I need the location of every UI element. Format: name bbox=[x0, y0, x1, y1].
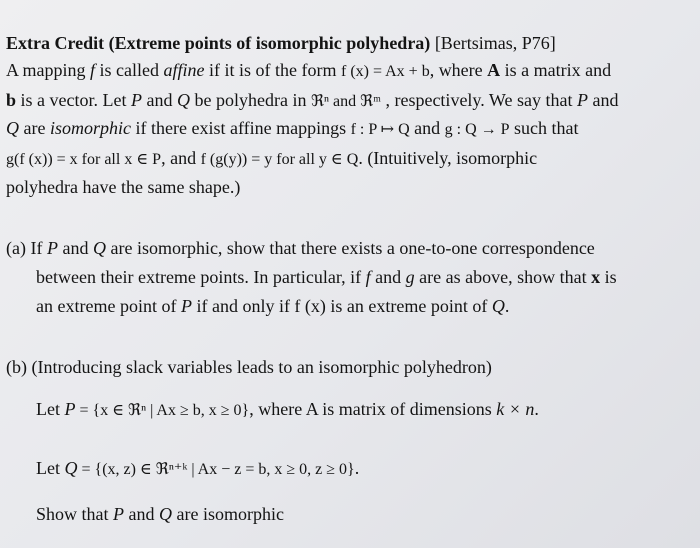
intro-line-2 bbox=[6, 88, 618, 114]
text: is bbox=[600, 267, 617, 287]
text: for all bbox=[77, 151, 125, 168]
text: an extreme point of bbox=[36, 296, 181, 316]
text: A mapping bbox=[6, 60, 90, 80]
title-bold: Extra Credit (Extreme points of isomorphic polyhedra) bbox=[6, 33, 431, 53]
math-P: P bbox=[64, 399, 76, 419]
math-f-mapping: f : P ↦ Q bbox=[350, 121, 410, 138]
part-b-heading: (b) (Introducing slack variables leads to an isomorphic polyhedron) bbox=[6, 357, 492, 377]
text: and bbox=[370, 267, 406, 287]
text: are isomorphic, show that there exists a one-to-one correspondence bbox=[105, 238, 595, 258]
math-P: P bbox=[180, 296, 192, 316]
math-P: P bbox=[576, 90, 588, 110]
text: Let bbox=[36, 399, 65, 419]
math-Q: Q bbox=[491, 296, 505, 316]
text: is a vector. Let bbox=[16, 90, 131, 110]
text: , where A is matrix of dimensions bbox=[249, 399, 497, 419]
text: and bbox=[587, 90, 619, 110]
math-dimensions: k × n bbox=[496, 399, 535, 419]
text: and bbox=[124, 504, 160, 524]
math-x: x bbox=[591, 267, 601, 287]
text: between their extreme points. In particular, if bbox=[36, 267, 366, 287]
title-reference: [Bertsimas, P76] bbox=[430, 33, 556, 53]
text: are as above, show that bbox=[414, 267, 592, 287]
text: Show that bbox=[36, 504, 114, 524]
text: . bbox=[504, 296, 510, 316]
intro-line-5: polyhedra have the same shape.) bbox=[6, 177, 241, 197]
part-b-show bbox=[36, 502, 284, 526]
math-P: P bbox=[113, 504, 125, 524]
text: . bbox=[354, 458, 360, 478]
part-b-define-P bbox=[36, 397, 539, 423]
term-affine: affine bbox=[163, 60, 205, 80]
part-a-line-2 bbox=[36, 265, 617, 289]
text: , and bbox=[161, 148, 201, 168]
math-f: f bbox=[90, 60, 96, 80]
text: if there exist affine mappings bbox=[130, 118, 351, 138]
math-A: A bbox=[487, 60, 501, 80]
text: if it is of the form bbox=[204, 60, 341, 80]
text: be polyhedra in bbox=[189, 90, 311, 110]
math-Q: Q bbox=[176, 90, 190, 110]
text: Let bbox=[36, 458, 65, 478]
math-g-of-f: g(f (x)) = x bbox=[6, 151, 78, 168]
intro-line-4 bbox=[6, 146, 537, 172]
text: is a matrix and bbox=[500, 60, 612, 80]
intro-line-3 bbox=[6, 116, 579, 142]
text: . (Intuitively, isomorphic bbox=[358, 148, 538, 168]
math-Q-set: = {(x, z) ∈ ℜⁿ⁺ᵏ | Ax − z = b, x ≥ 0, z ≥ 0} bbox=[77, 461, 355, 478]
math-affine-form: f (x) = Ax + b bbox=[340, 63, 430, 80]
math-Q: Q bbox=[64, 458, 78, 478]
math-g-mapping: g : Q → P bbox=[444, 121, 510, 138]
math-g: g bbox=[405, 267, 415, 287]
text: for all bbox=[272, 151, 319, 168]
term-isomorphic: isomorphic bbox=[49, 118, 131, 138]
math-Q: Q bbox=[159, 504, 173, 524]
math-Q: Q bbox=[6, 118, 19, 138]
math-Rn: ℜⁿ bbox=[310, 93, 330, 110]
math-P: P bbox=[130, 90, 142, 110]
math-f-of-g: f (g(y)) = y bbox=[200, 151, 273, 168]
text: such that bbox=[509, 118, 579, 138]
math-y-in-Q: y ∈ Q bbox=[318, 151, 359, 168]
text: are isomorphic bbox=[172, 504, 284, 524]
math-b: b bbox=[6, 90, 17, 110]
text: is called bbox=[95, 60, 164, 80]
text: , where bbox=[429, 60, 488, 80]
part-a-line-1 bbox=[6, 236, 595, 260]
problem-title bbox=[6, 31, 556, 55]
math-f: f bbox=[365, 267, 371, 287]
text: if and only if f (x) is an extreme point of bbox=[191, 296, 492, 316]
text: and bbox=[329, 93, 361, 110]
text: and bbox=[57, 238, 93, 258]
part-b-define-Q bbox=[36, 456, 359, 482]
math-x-in-P: x ∈ P bbox=[124, 151, 162, 168]
intro-line-1 bbox=[6, 58, 611, 84]
text: and bbox=[409, 118, 445, 138]
math-Rm: ℜᵐ bbox=[360, 93, 381, 110]
text: are bbox=[19, 118, 50, 138]
part-a-line-3 bbox=[36, 294, 509, 318]
text: , respectively. We say that bbox=[380, 90, 577, 110]
math-Q: Q bbox=[92, 238, 106, 258]
text: . bbox=[534, 399, 539, 419]
math-P-set: = {x ∈ ℜⁿ | Ax ≥ b, x ≥ 0} bbox=[75, 402, 250, 419]
math-P: P bbox=[46, 238, 58, 258]
text: and bbox=[141, 90, 177, 110]
text: (a) If bbox=[6, 238, 47, 258]
